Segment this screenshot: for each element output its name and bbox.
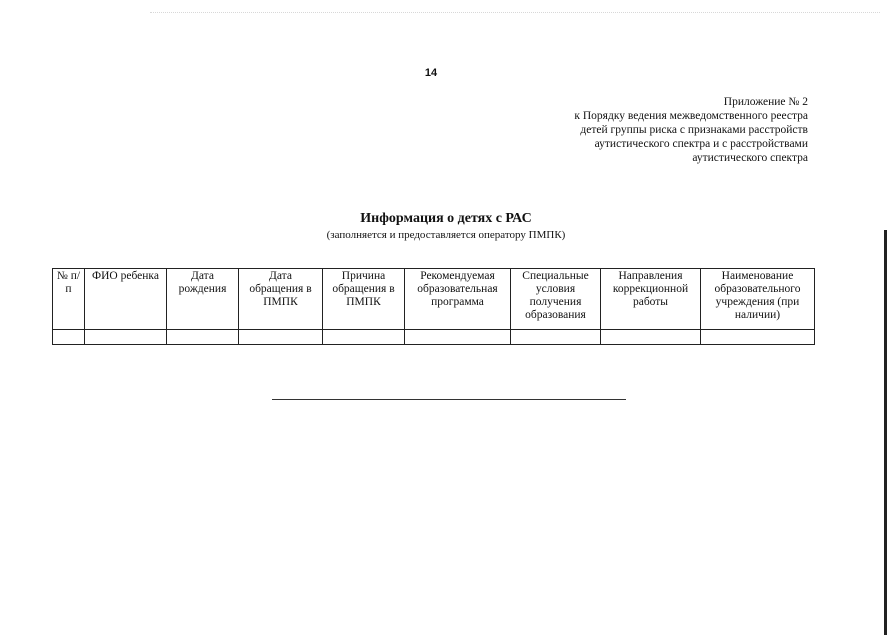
table-cell (323, 330, 405, 345)
scan-artifact-top (150, 12, 880, 15)
table-cell (701, 330, 815, 345)
appendix-note (574, 95, 808, 165)
column-header-child-name: ФИО ребенка (85, 269, 167, 330)
column-header-request-date: Дата обращения в ПМПК (239, 269, 323, 330)
column-header-number: № п/п (53, 269, 85, 330)
table-cell (405, 330, 511, 345)
column-header-request-reason: Причина обращения в ПМПК (323, 269, 405, 330)
table-cell (239, 330, 323, 345)
table-cell (167, 330, 239, 345)
document-subtitle: (заполняется и предоставляется оператору ПМПК) (326, 229, 566, 241)
appendix-line: аутистического спектра и с расстройствами (594, 138, 808, 150)
column-header-special-conditions: Специальные условия получения образования (511, 269, 601, 330)
appendix-line: детей группы риска с признаками расстройств (580, 124, 808, 136)
table-row (53, 330, 815, 345)
appendix-line: Приложение № 2 (723, 96, 808, 108)
signature-line (272, 399, 626, 400)
column-header-institution-name: Наименование образовательного учреждения (при наличии) (701, 269, 815, 330)
column-header-correction-directions: Направления коррекционной работы (601, 269, 701, 330)
page-number: 14 (424, 67, 438, 79)
table-cell (511, 330, 601, 345)
appendix-line: аутистического спектра (692, 152, 808, 164)
info-table (52, 268, 815, 345)
column-header-birth-date: Дата рождения (167, 269, 239, 330)
scan-edge (884, 230, 887, 635)
appendix-line: к Порядку ведения межведомственного реестра (574, 110, 808, 122)
table-cell (85, 330, 167, 345)
table-cell (601, 330, 701, 345)
table-cell (53, 330, 85, 345)
column-header-recommended-program: Рекомендуемая образовательная программа (405, 269, 511, 330)
document-title: Информация о детях с РАС (360, 211, 532, 226)
table-header-row (53, 269, 815, 330)
